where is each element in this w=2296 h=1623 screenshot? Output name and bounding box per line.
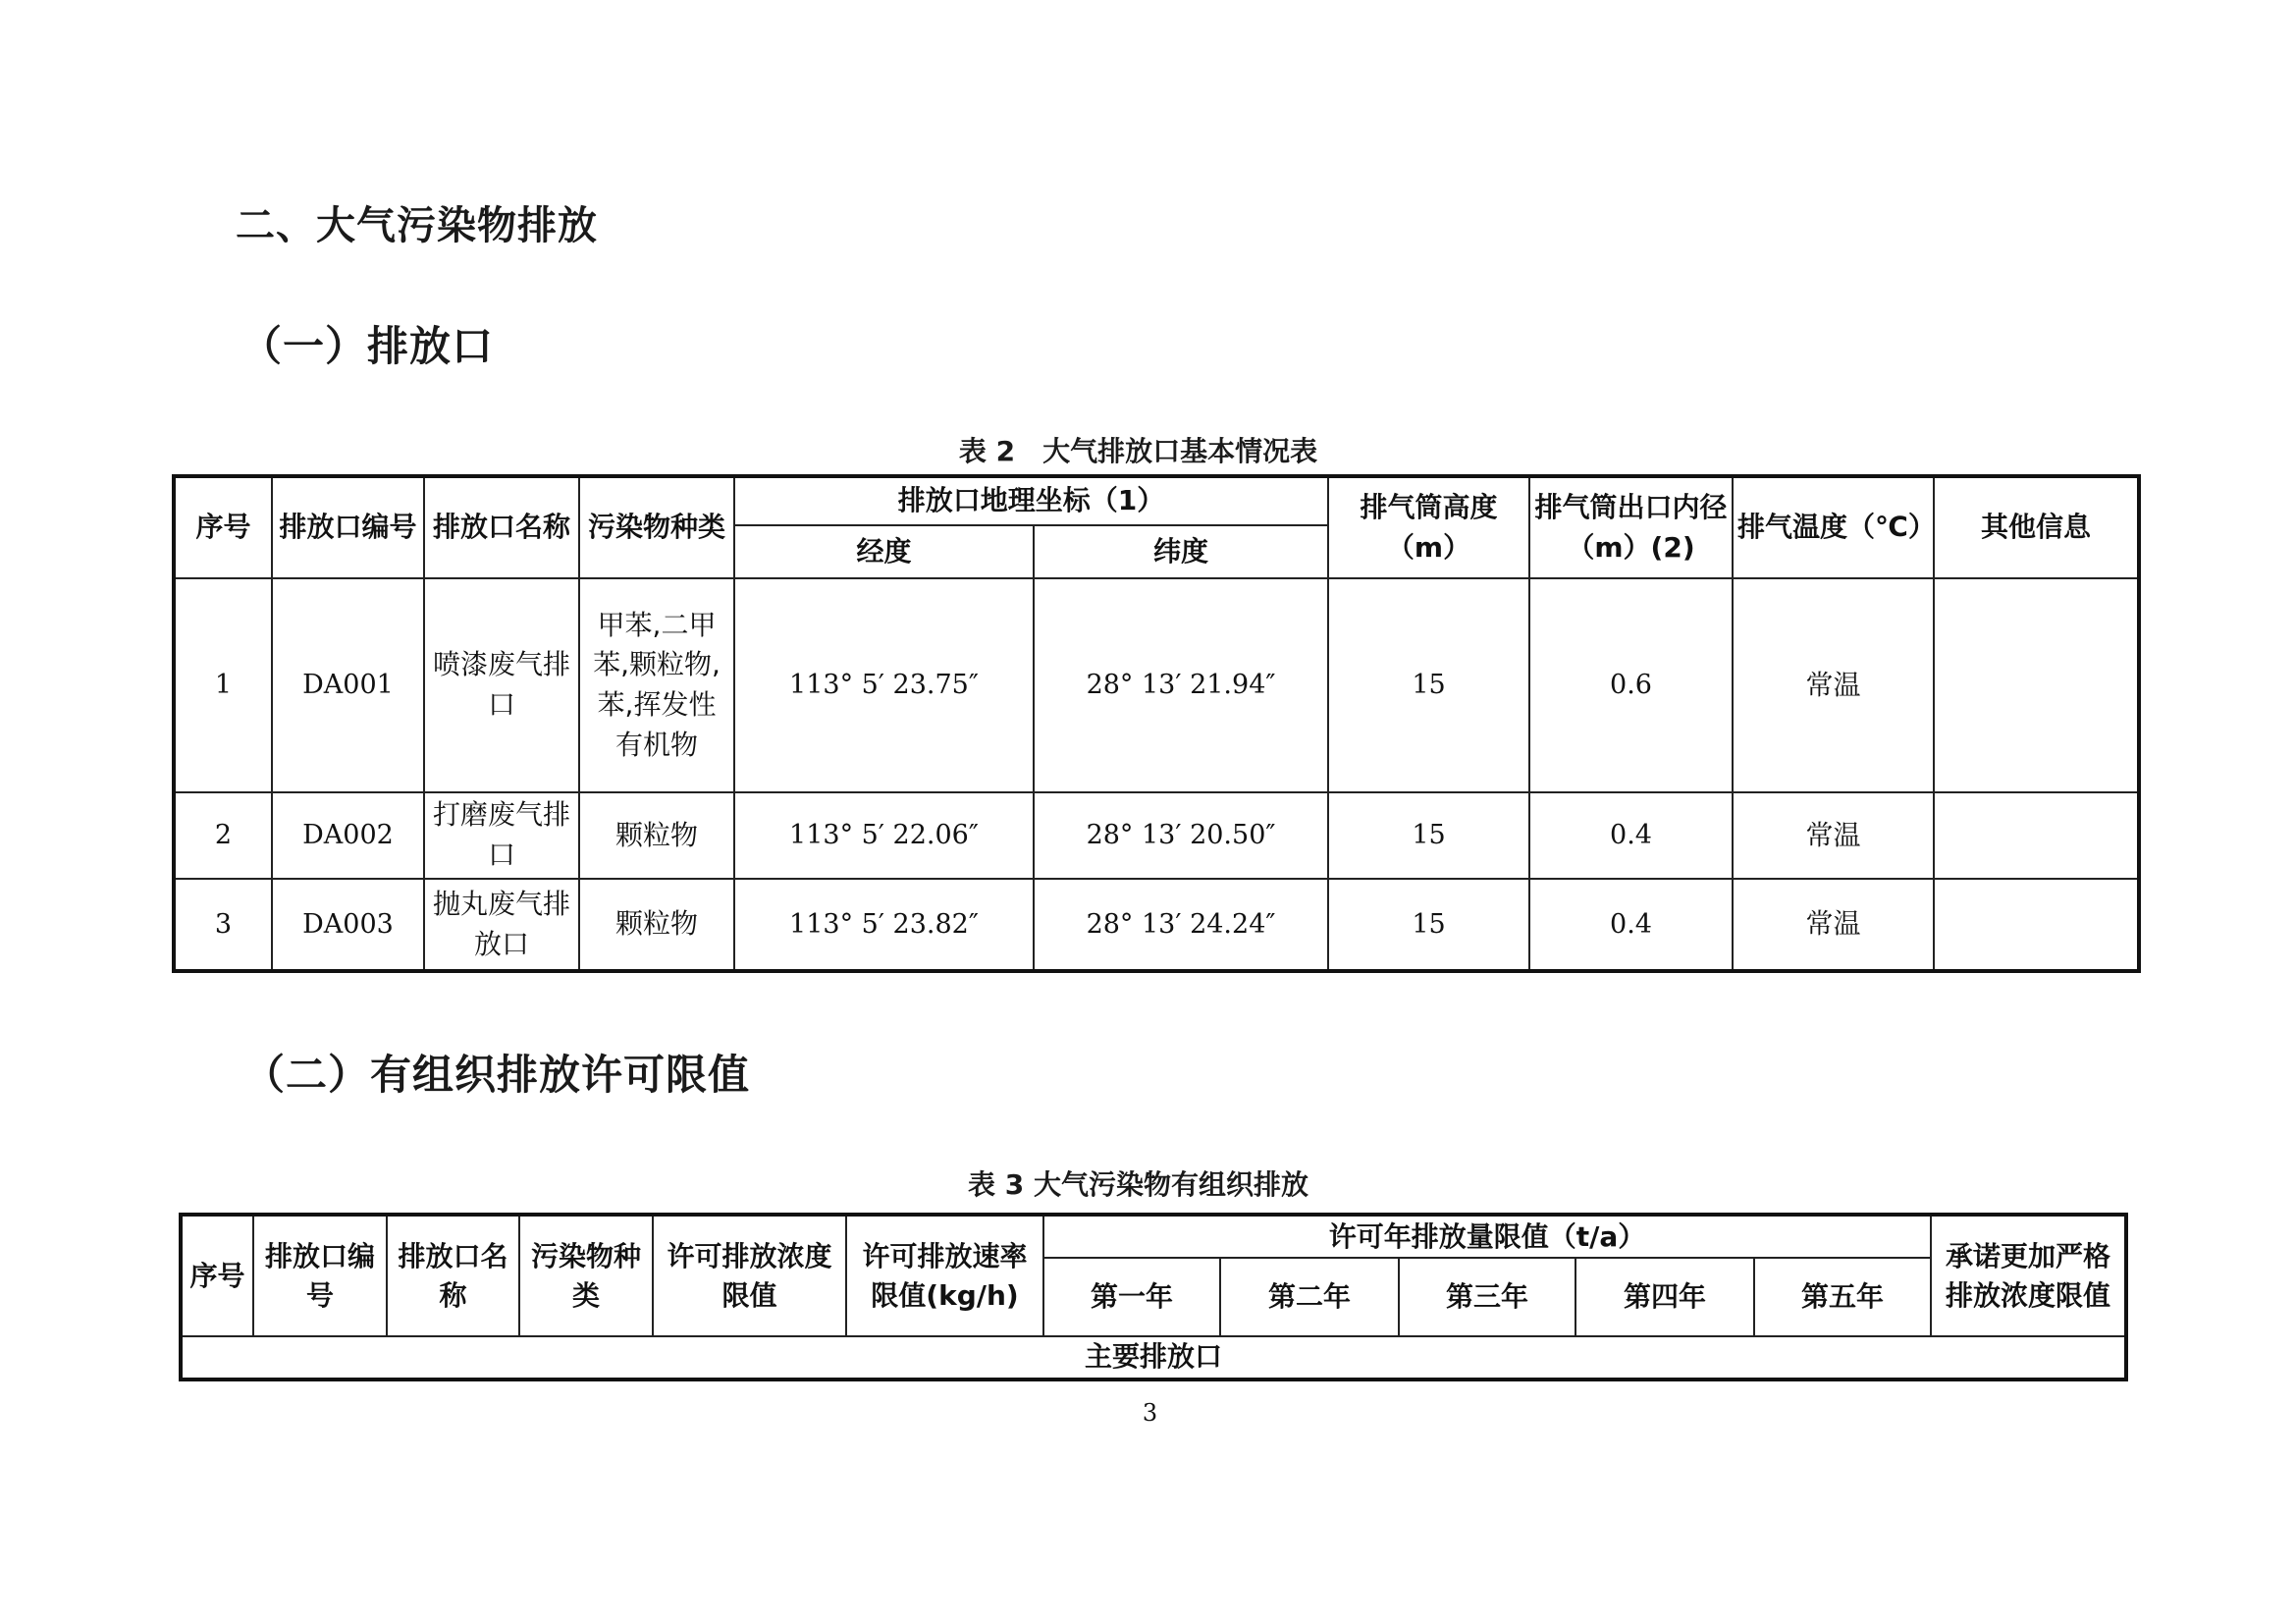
table-row [174,578,2139,792]
cell-stack-diameter: 0.6 [1529,578,1733,792]
cell-temp: 常温 [1733,792,1934,879]
table-row [174,792,2139,879]
header-outlet-name: 排放口名称 [387,1215,519,1336]
header-lon: 经度 [734,525,1034,578]
header-pollutant: 污染物种类 [579,476,734,578]
outlet-basic-info-table [172,474,2141,973]
header-other: 其他信息 [1934,476,2139,578]
cell-pollutant: 甲苯,二甲苯,颗粒物,苯,挥发性有机物 [579,578,734,792]
cell-seq: 3 [174,879,272,971]
cell-lat: 28° 13′ 21.94″ [1034,578,1328,792]
header-year4: 第四年 [1575,1258,1754,1336]
header-pollutant: 污染物种类 [519,1215,653,1336]
header-outlet-name: 排放口名称 [424,476,579,578]
cell-pollutant: 颗粒物 [579,879,734,971]
cell-other [1934,578,2139,792]
cell-seq: 1 [174,578,272,792]
cell-other [1934,792,2139,879]
header-year3: 第三年 [1399,1258,1575,1336]
cell-lat: 28° 13′ 24.24″ [1034,879,1328,971]
subsection-title-permit-limits: （二）有组织排放许可限值 [243,1051,751,1099]
cell-stack-height: 15 [1328,578,1529,792]
cell-temp: 常温 [1733,578,1934,792]
header-temp: 排气温度（℃） [1733,476,1934,578]
header-year2: 第二年 [1220,1258,1399,1336]
table2-caption: 表 2 大气排放口基本情况表 [958,435,1318,467]
organized-emission-table [179,1213,2128,1381]
subsection-title-outlets: （一）排放口 [240,322,495,370]
cell-lon: 113° 5′ 23.75″ [734,578,1034,792]
cell-stack-diameter: 0.4 [1529,792,1733,879]
table-row [174,879,2139,971]
cell-lat: 28° 13′ 20.50″ [1034,792,1328,879]
header-stricter-limit: 承诺更加严格排放浓度限值 [1931,1215,2126,1336]
cell-other [1934,879,2139,971]
header-coords: 排放口地理坐标（1） [734,476,1328,525]
cell-stack-height: 15 [1328,879,1529,971]
section-title: 二、大气污染物排放 [236,203,598,248]
header-rate-limit: 许可排放速率限值(kg/h) [846,1215,1043,1336]
cell-temp: 常温 [1733,879,1934,971]
main-outlet-row: 主要排放口 [181,1336,2126,1380]
cell-pollutant: 颗粒物 [579,792,734,879]
header-year1: 第一年 [1043,1258,1220,1336]
header-seq: 序号 [174,476,272,578]
header-outlet-code: 排放口编号 [253,1215,387,1336]
cell-stack-height: 15 [1328,792,1529,879]
cell-outlet-name: 打磨废气排口 [424,792,579,879]
table3-caption: 表 3 大气污染物有组织排放 [968,1168,1308,1201]
cell-lon: 113° 5′ 22.06″ [734,792,1034,879]
header-year5: 第五年 [1754,1258,1931,1336]
cell-lon: 113° 5′ 23.82″ [734,879,1034,971]
cell-outlet-name: 喷漆废气排口 [424,578,579,792]
cell-stack-diameter: 0.4 [1529,879,1733,971]
header-stack-diameter: 排气筒出口内径（m）(2) [1529,476,1733,578]
cell-outlet-code: DA001 [272,578,424,792]
header-conc-limit: 许可排放浓度限值 [653,1215,846,1336]
cell-outlet-name: 抛丸废气排放口 [424,879,579,971]
header-seq: 序号 [181,1215,253,1336]
cell-outlet-code: DA002 [272,792,424,879]
cell-outlet-code: DA003 [272,879,424,971]
header-stack-height: 排气筒高度（m） [1328,476,1529,578]
cell-seq: 2 [174,792,272,879]
page-number: 3 [1142,1399,1158,1427]
header-outlet-code: 排放口编号 [272,476,424,578]
header-annual-limit: 许可年排放量限值（t/a） [1043,1215,1931,1258]
header-lat: 纬度 [1034,525,1328,578]
